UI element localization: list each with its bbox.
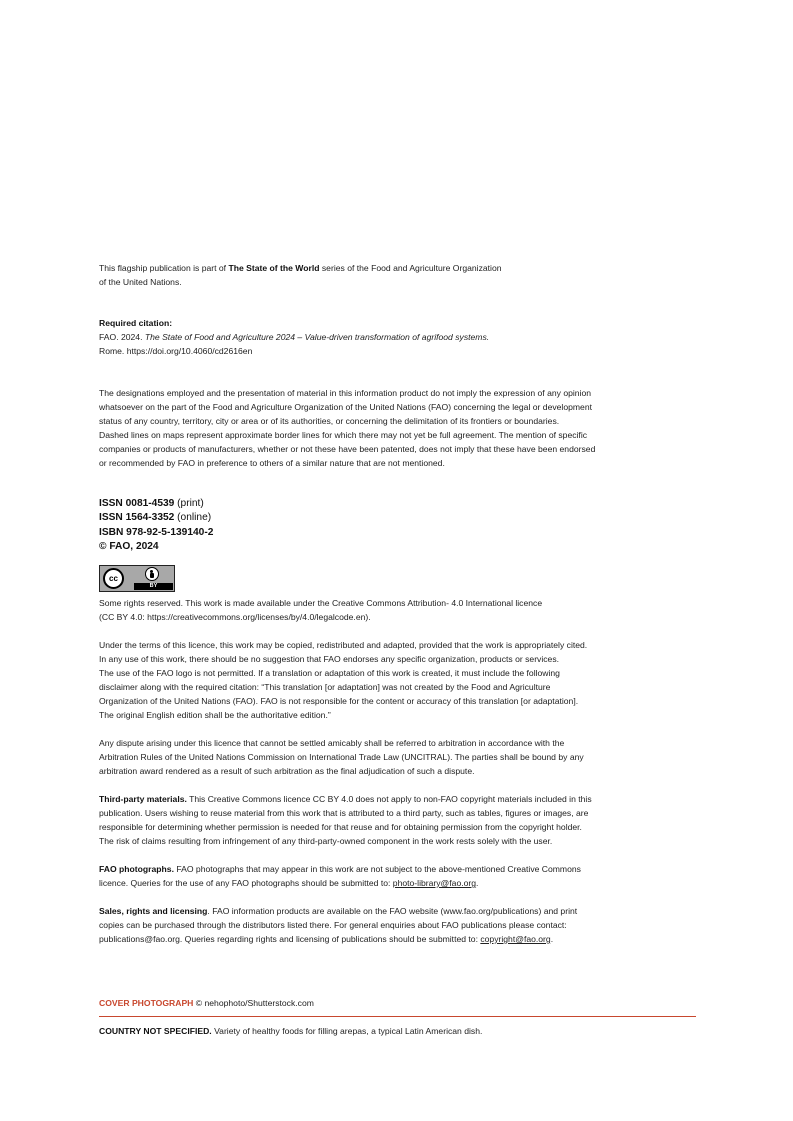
- cover-photograph-label: COVER PHOTOGRAPH: [99, 998, 194, 1008]
- isbn: ISBN 978-92-5-139140-2: [99, 526, 214, 538]
- terms-line: In any use of this work, there should be no suggestion that FAO endorses any specific organization, products or services.: [99, 654, 560, 664]
- identifiers-block: [99, 497, 699, 554]
- cover-credit: [99, 996, 699, 1010]
- intro-text: of the United Nations.: [99, 277, 182, 287]
- by-label: BY: [134, 583, 173, 590]
- citation-doi: Rome. https://doi.org/10.4060/cd2616en: [99, 346, 253, 356]
- photographs-line: licence. Queries for the use of any FAO photographs should be submitted to:: [99, 878, 393, 888]
- third-party-line: responsible for determining whether permission is needed for that reuse and for obtaining permission from the copyright holder.: [99, 822, 582, 832]
- intro-text: series of the Food and Agriculture Organization: [319, 263, 502, 273]
- disclaimer-line: or recommended by FAO in preference to others of a similar nature that are not mentioned.: [99, 458, 445, 468]
- third-party-line: publication. Users wishing to reuse material from this work that is attributed to a third party, such as tables, figures or images, are: [99, 808, 589, 818]
- cover-country-label: COUNTRY NOT SPECIFIED.: [99, 1026, 212, 1036]
- cover-caption-text: Variety of healthy foods for filling arepas, a typical Latin American dish.: [211, 1026, 483, 1036]
- terms-line: The use of the FAO logo is not permitted. If a translation or adaptation of this work is created, it must include the following: [99, 668, 560, 678]
- dispute-line: Any dispute arising under this licence that cannot be settled amicably shall be referred to arbitration in accordance with the: [99, 738, 565, 748]
- copyright-email-link[interactable]: copyright@fao.org: [480, 934, 551, 944]
- third-party-line: This Creative Commons licence CC BY 4.0 does not apply to non-FAO copyright materials included in this: [186, 794, 592, 804]
- licence-paragraph: [99, 596, 699, 624]
- citation-title: The State of Food and Agriculture 2024 – Value-driven transformation of agrifood systems.: [144, 332, 490, 342]
- photo-library-email-link[interactable]: photo-library@fao.org: [392, 878, 477, 888]
- cover-caption: [99, 1024, 699, 1038]
- disclaimer-line: status of any country, territory, city or area or of its authorities, or concerning the delimitation of its frontiers or boundaries.: [99, 416, 560, 426]
- sales-line: . FAO information products are available on the FAO website (www.fao.org/publications) and print: [207, 906, 578, 916]
- issn-online-note: (online): [174, 512, 212, 524]
- intro-text: This flagship publication is part of: [99, 263, 229, 273]
- attribution-person-icon: [145, 567, 159, 581]
- third-party-heading: Third-party materials.: [99, 794, 187, 804]
- disclaimer-line: whatsoever on the part of the Food and Agriculture Organization of the United Nations (FAO) concerning the legal or development: [99, 402, 592, 412]
- third-party-paragraph: [99, 792, 699, 848]
- sales-paragraph: Sales, rights and licensing. FAO information products are available on the FAO website (www.fao.org/publications) and print copies can be purchased through the distributors listed there. For general enquiries about FAO publications please contact: publications@fao.org. Queries regarding rights and licensing of publications should be submitted to: copyright@fao.org.: [99, 904, 699, 946]
- intro-paragraph: [99, 261, 699, 289]
- dispute-paragraph: [99, 736, 699, 778]
- disclaimer-line: Dashed lines on maps represent approximate border lines for which there may not yet be full agreement. The mention of specific: [99, 430, 588, 440]
- creative-commons-icon: cc: [103, 568, 124, 589]
- issn-online: ISSN 1564-3352: [99, 512, 175, 524]
- sales-line: publications@fao.org. Queries regarding rights and licensing of publications should be submitted to:: [99, 934, 481, 944]
- sales-heading: Sales, rights and licensing: [99, 906, 208, 916]
- photographs-heading: FAO photographs.: [99, 864, 174, 874]
- disclaimer-line: companies or products of manufacturers, whether or not these have been patented, does not imply that these have been endorsed: [99, 444, 596, 454]
- citation-prefix: FAO. 2024.: [99, 332, 145, 342]
- terms-paragraph: [99, 638, 699, 722]
- photographs-paragraph: FAO photographs. FAO photographs that may appear in this work are not subject to the above-mentioned Creative Commons licence. Queries for the use of any FAO photographs should be submitted to: photo-library@fao.org.: [99, 864, 581, 888]
- third-party-line: The risk of claims resulting from infringement of any third-party-owned component in the work rests solely with the user.: [99, 836, 553, 846]
- disclaimer-line: The designations employed and the presentation of material in this information product do not imply the expression of any opinion: [99, 388, 592, 398]
- issn-print-note: (print): [174, 498, 204, 509]
- citation-block: [99, 316, 699, 358]
- terms-line: Under the terms of this licence, this work may be copied, redistributed and adapted, provided that the work is appropriately cited.: [99, 640, 588, 650]
- issn-print: ISSN 0081-4539: [99, 498, 175, 509]
- cc-by-license-badge: [99, 565, 175, 592]
- cover-photo-credit: © nehophoto/Shutterstock.com: [193, 998, 314, 1008]
- licence-line: Some rights reserved. This work is made available under the Creative Commons Attribution- 4.0 International licence: [99, 598, 543, 608]
- terms-line: disclaimer along with the required citation: “This translation [or adaptation] was not created by the Food and Agriculture: [99, 682, 551, 692]
- terms-line: Organization of the United Nations (FAO). FAO is not responsible for the content or accuracy of this translation [or adaptation].: [99, 696, 579, 706]
- photographs-line: FAO photographs that may appear in this work are not subject to the above-mentioned Creative Commons: [173, 864, 581, 874]
- dispute-line: Arbitration Rules of the United Nations Commission on International Trade Law (UNCITRAL). The parties shall be bound by any: [99, 752, 584, 762]
- copyright-page: [99, 0, 699, 1121]
- sales-line: copies can be purchased through the distributors listed there. For general enquiries about FAO publications please contact:: [99, 920, 567, 930]
- licence-line: (CC BY 4.0: https://creativecommons.org/licenses/by/4.0/legalcode.en).: [99, 612, 371, 622]
- series-name: The State of the World: [228, 263, 320, 273]
- divider: [99, 1016, 696, 1017]
- dispute-line: arbitration award rendered as a result of such arbitration as the final adjudication of such a dispute.: [99, 766, 475, 776]
- copyright-notice: © FAO, 2024: [99, 540, 159, 552]
- terms-line: The original English edition shall be the authoritative edition.”: [99, 710, 331, 720]
- citation-heading: Required citation:: [99, 318, 173, 328]
- disclaimer-paragraph: [99, 386, 699, 470]
